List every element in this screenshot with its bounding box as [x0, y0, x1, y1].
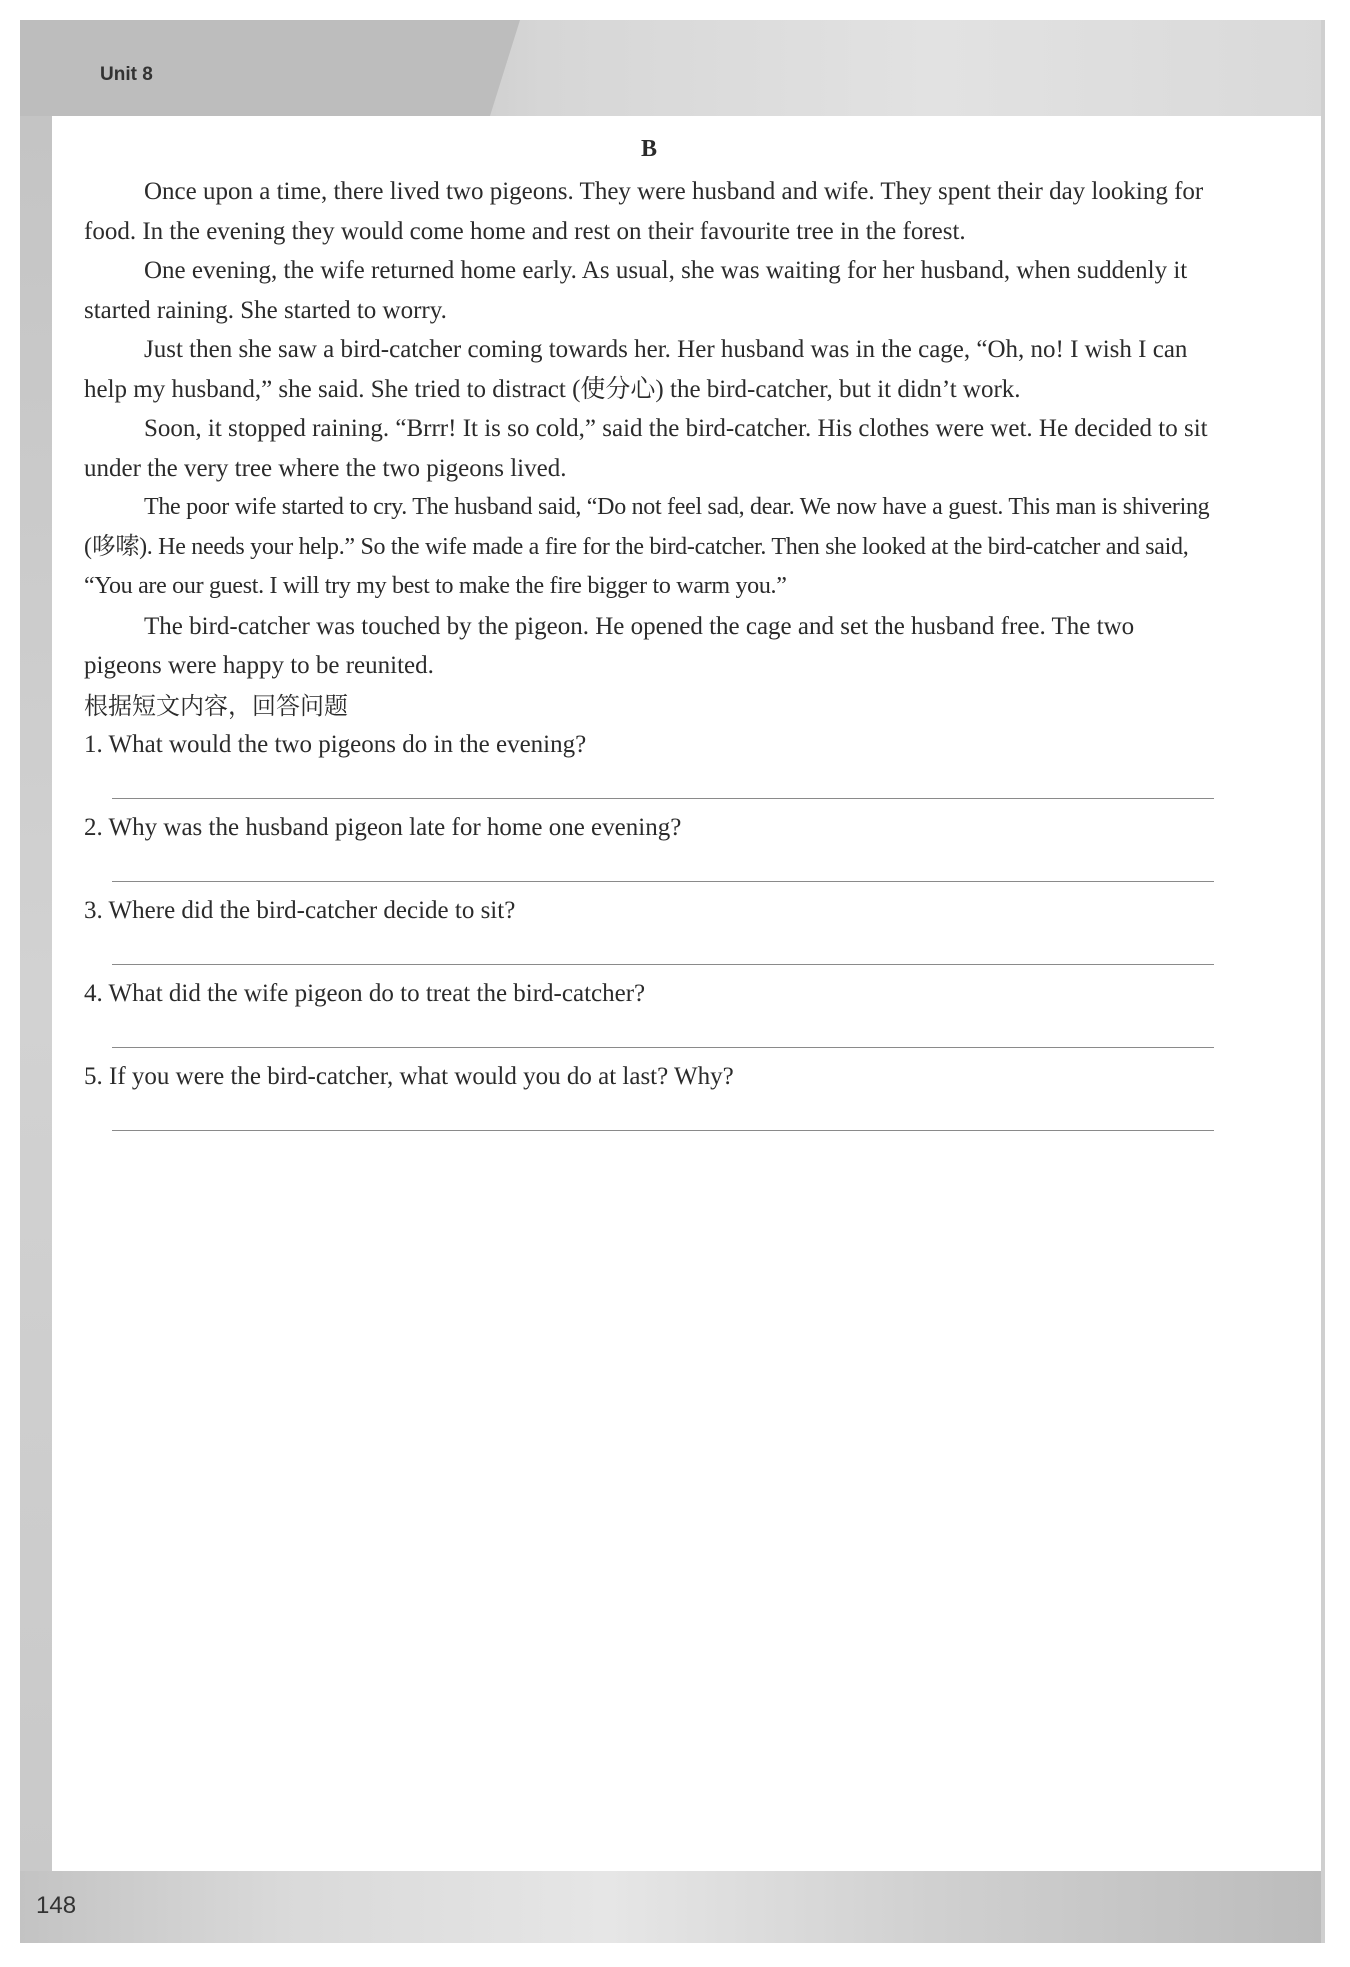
passage-paragraph: Just then she saw a bird-catcher coming towards her. Her husband was in the cage, “Oh, no! I wish I can help my husband,” she said. She tried to distract (使分心) the bird-catcher, but it didn’t work.	[84, 336, 1188, 403]
question-text: 3. Where did the bird-catcher decide to sit?	[84, 896, 516, 924]
passage-paragraph: The poor wife started to cry. The husband said, “Do not feel sad, dear. We now have a guest. This man is shivering (哆嗦). He needs your help.” So the wife made a fire for the bird-catcher. Then she looked at the bird-catcher and said, “You are our guest. I will try my best to make the fire bigger to warm you.”	[84, 494, 1210, 599]
page-left-margin-band	[20, 116, 52, 1871]
page-footer-band	[20, 1871, 1325, 1943]
question-item	[84, 1058, 1214, 1131]
section-heading: B	[640, 136, 657, 162]
passage-paragraph: Once upon a time, there lived two pigeons. They were husband and wife. They spent their day looking for food. In the evening they would come home and rest on their favourite tree in the forest.	[84, 178, 1204, 245]
answer-line[interactable]	[112, 851, 1214, 882]
question-instruction: 根据短文内容，回答问题	[84, 691, 348, 720]
question-text: 5. If you were the bird-catcher, what would you do at last? Why?	[84, 1062, 734, 1090]
answer-line[interactable]	[112, 1100, 1214, 1131]
question-text: 1. What would the two pigeons do in the evening?	[84, 730, 587, 758]
question-text: 4. What did the wife pigeon do to treat the bird-catcher?	[84, 979, 646, 1007]
question-item	[84, 892, 1214, 965]
question-item	[84, 975, 1214, 1048]
reading-passage	[84, 172, 1214, 686]
passage-paragraph: Soon, it stopped raining. “Brrr! It is so cold,” said the bird-catcher. His clothes were wet. He decided to sit under the very tree where the two pigeons lived.	[84, 415, 1208, 482]
page-number: 148	[36, 1892, 77, 1919]
unit-label: Unit 8	[100, 64, 153, 85]
answer-line[interactable]	[112, 1017, 1214, 1048]
question-item	[84, 726, 1214, 799]
page-header-tab	[20, 20, 520, 116]
answer-line[interactable]	[112, 934, 1214, 965]
answer-line[interactable]	[112, 768, 1214, 799]
question-list	[84, 726, 1214, 1131]
question-item	[84, 809, 1214, 882]
passage-paragraph: One evening, the wife returned home early. As usual, she was waiting for her husband, when suddenly it started raining. She started to worry.	[84, 257, 1188, 324]
question-text: 2. Why was the husband pigeon late for home one evening?	[84, 813, 682, 841]
page-right-edge	[1321, 20, 1325, 1943]
passage-paragraph: The bird-catcher was touched by the pigeon. He opened the cage and set the husband free. The two pigeons were happy to be reunited.	[84, 612, 1135, 679]
exercise-section	[84, 134, 1214, 1131]
